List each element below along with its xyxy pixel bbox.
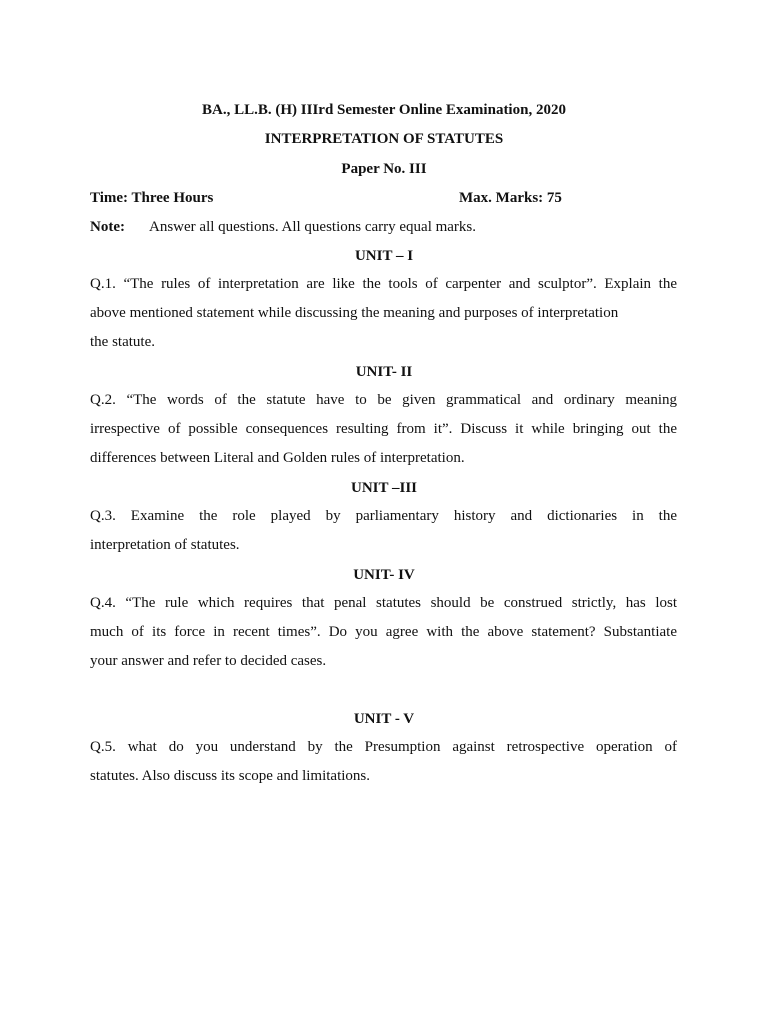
question-4-line: much of its force in recent times”. Do you agree with the above statement? Substantiate: [90, 624, 677, 640]
question-5: [90, 733, 677, 791]
question-3-line: interpretation of statutes.: [90, 537, 240, 553]
question-4: [90, 589, 677, 676]
unit-3-title: UNIT –III: [351, 480, 417, 496]
question-5-line: Q.5. what do you understand by the Presumption against retrospective operation of: [90, 739, 677, 755]
question-2-line: irrespective of possible consequences resulting from it”. Discuss it while bringing out the: [90, 421, 677, 437]
question-2-line: differences between Literal and Golden rules of interpretation.: [90, 450, 465, 466]
note-text: Answer all questions. All questions carry equal marks.: [149, 219, 477, 235]
unit-1-title: UNIT – I: [354, 248, 414, 264]
question-4-line: Q.4. “The rule which requires that penal statutes should be construed strictly, has lost: [90, 595, 677, 611]
note-label: Note:: [90, 219, 125, 235]
unit-4-title: UNIT- IV: [353, 567, 415, 583]
time-label: Time: Three Hours: [90, 190, 214, 206]
question-1-line: the statute.: [90, 334, 155, 350]
unit-5-title: UNIT - V: [353, 711, 415, 727]
question-2-line: Q.2. “The words of the statute have to be given grammatical and ordinary meaning: [90, 392, 677, 408]
subject-title: INTERPRETATION OF STATUTES: [264, 131, 504, 147]
exam-title: BA., LL.B. (H) IIIrd Semester Online Examination, 2020: [202, 102, 566, 118]
question-3: [90, 502, 677, 560]
question-5-line: statutes. Also discuss its scope and limitations.: [90, 768, 370, 784]
max-marks-label: Max. Marks: 75: [459, 190, 562, 206]
question-2: [90, 386, 677, 473]
question-1-line: above mentioned statement while discussing the meaning and purposes of interpretation: [90, 305, 619, 321]
paper-number: Paper No. III: [341, 161, 427, 177]
unit-2-title: UNIT- II: [355, 364, 413, 380]
question-1-line: Q.1. “The rules of interpretation are like the tools of carpenter and sculptor”. Explain the: [90, 276, 677, 292]
question-1: [90, 270, 677, 357]
question-4-line: your answer and refer to decided cases.: [90, 653, 327, 669]
question-3-line: Q.3. Examine the role played by parliamentary history and dictionaries in the: [90, 508, 677, 524]
